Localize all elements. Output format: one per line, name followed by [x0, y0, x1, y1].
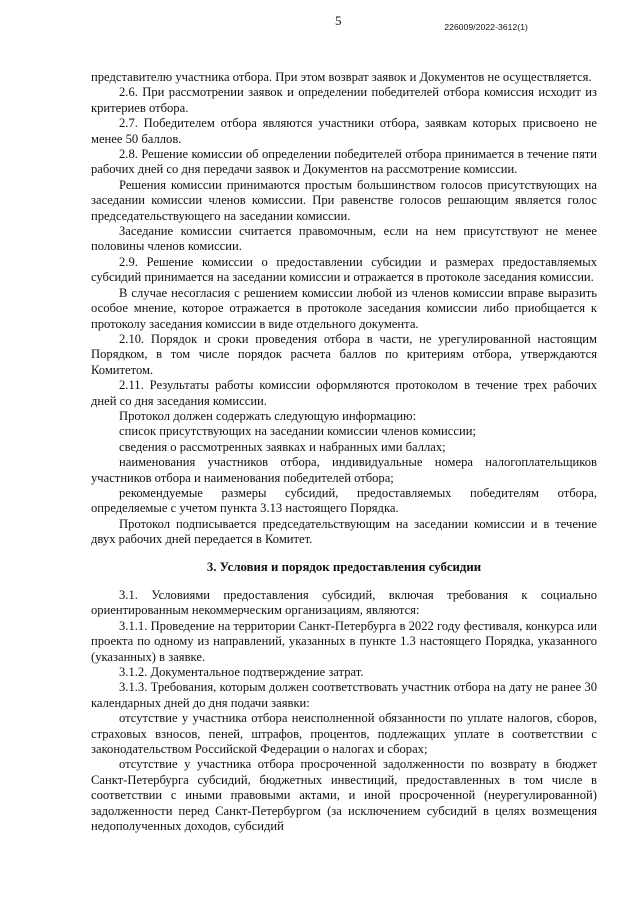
paragraph: 2.9. Решение комиссии о предоставлении субсидии и размерах предоставляемых субсидий принимается на заседании комиссии и отражается в протоколе заседания комиссии. — [91, 254, 597, 285]
paragraph: 3.1.1. Проведение на территории Санкт-Петербурга в 2022 году фестиваля, конкурса или проекта по одному из направлений, указанных в пункте 1.3 настоящего Порядка, указанного (указанных) в заявке. — [91, 618, 597, 664]
paragraph: В случае несогласия с решением комиссии любой из членов комиссии вправе выразить особое мнение, которое отражается в протоколе заседания комиссии либо приобщается к протоколу заседания комиссии в виде отдельного документа. — [91, 285, 597, 331]
paragraph: 2.7. Победителем отбора являются участники отбора, заявкам которых присвоено не менее 50 баллов. — [91, 116, 597, 146]
paragraph: 3.1.2. Документальное подтверждение затрат. — [119, 665, 364, 680]
paragraph: 2.8. Решение комиссии об определении победителей отбора принимается в течение пяти рабочих дней со дня передачи заявок и Документов на рассмотрение комиссии. — [91, 147, 597, 177]
paragraph: представителю участника отбора. При этом возврат заявок и Документов не осуществляется. — [91, 70, 592, 84]
paragraph: 2.11. Результаты работы комиссии оформляются протоколом в течение трех рабочих дней со дня заседания комиссии. — [91, 378, 597, 408]
list-item: список присутствующих на заседании комиссии членов комиссии; — [119, 424, 476, 439]
paragraph: 3.1. Условиями предоставления субсидий, включая требования к социально ориентированным некоммерческим организациям, являются: — [91, 588, 597, 618]
paragraph: 3.1.3. Требования, которым должен соответствовать участник отбора на дату не ранее 30 календарных дней до дня подачи заявки: — [91, 680, 597, 710]
list-item: рекомендуемые размеры субсидий, предоставляемых победителям отбора, определяемые с учетом пункта 3.13 настоящего Порядка. — [91, 485, 597, 516]
section-heading: 3. Условия и порядок предоставления субсидии — [206, 559, 482, 574]
paragraph: 2.6. При рассмотрении заявок и определении победителей отбора комиссия исходит из критериев отбора. — [91, 85, 597, 115]
paragraph: Заседание комиссии считается правомочным, если на нем присутствуют не менее половины членов комиссии. — [91, 224, 597, 254]
list-item: сведения о рассмотренных заявках и набранных ими баллах; — [119, 439, 446, 454]
document-body — [91, 70, 597, 835]
paragraph: Протокол должен содержать следующую информацию: — [119, 408, 417, 423]
paragraph: Протокол подписывается председательствующим на заседании комиссии и в течение двух рабочих дней передается в Комитет. — [91, 516, 597, 547]
list-item: отсутствие у участника отбора неисполненной обязанности по уплате налогов, сборов, страховых взносов, пеней, штрафов, процентов, подлежащих уплате в соответствии с законодательством Российской Федерации о налогах и сборах; — [91, 711, 597, 757]
paragraph: Решения комиссии принимаются простым большинством голосов присутствующих на заседании комиссии членов комиссии. При равенстве голосов решающим является голос председательствующего на заседании комиссии. — [91, 177, 597, 223]
list-item: наименования участников отбора, индивидуальные номера налогоплательщиков участников отбора и наименования победителей отбора; — [91, 455, 597, 485]
paragraph: 2.10. Порядок и сроки проведения отбора в части, не урегулированной настоящим Порядком, в том числе порядок расчета баллов по критериям отбора, утверждаются Комитетом. — [91, 331, 597, 377]
list-item: отсутствие у участника отбора просроченной задолженности по возврату в бюджет Санкт-Петербурга субсидий, бюджетных инвестиций, предоставленных в том числе в соответствии с иными правовыми актами, и иной просроченной (неурегулированной) задолженности перед Санкт-Петербургом (за исключением субсидий в целях возмещения недополученных доходов, субсидий — [91, 757, 597, 834]
page-number: 5 — [335, 13, 342, 28]
document-code: 226009/2022-3612(1) — [444, 22, 528, 32]
